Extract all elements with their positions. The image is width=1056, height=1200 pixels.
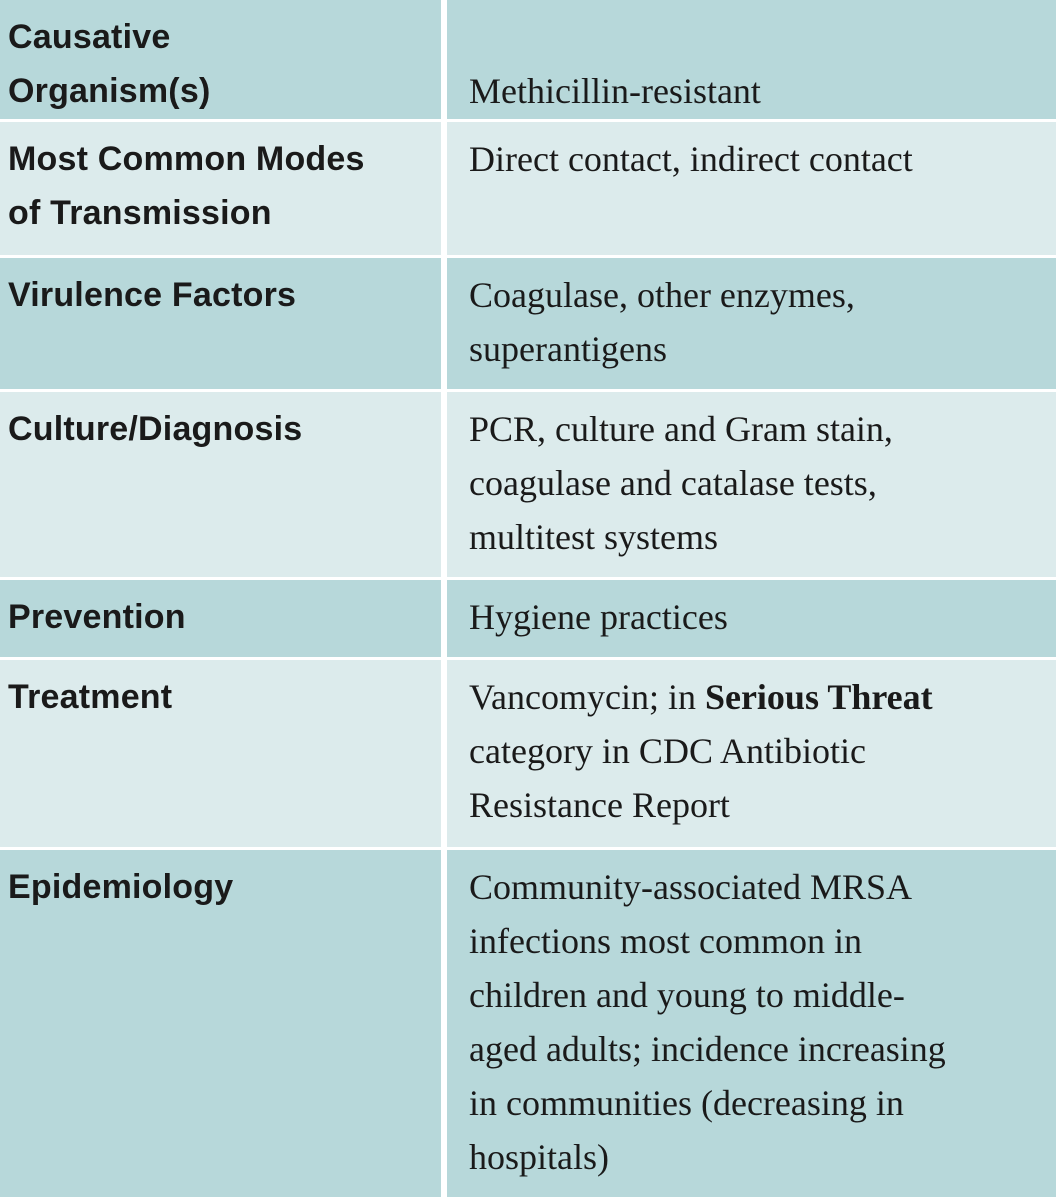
row-value-diagnosis <box>444 392 1056 580</box>
label-text: Virulence Factors <box>8 276 297 314</box>
row-label-transmission <box>0 122 444 258</box>
row-value-transmission <box>444 122 1056 258</box>
row-label-virulence <box>0 258 444 392</box>
row-value-epidemiology <box>444 850 1056 1200</box>
treatment-post: category in CDC Antibiotic Resistance Report <box>469 731 866 825</box>
row-label-treatment <box>0 660 444 850</box>
label-text: Most Common Modes of Transmission <box>8 140 365 232</box>
value-text: PCR, culture and Gram stain, coagulase and catalase tests, multitest systems <box>469 409 893 557</box>
row-value-causative-organism <box>444 0 1056 122</box>
row-value-prevention <box>444 580 1056 660</box>
value-text: Coagulase, other enzymes, superantigens <box>469 275 855 369</box>
row-value-treatment <box>444 660 1056 850</box>
treatment-bold: Serious Threat <box>704 677 933 717</box>
value-text: Hygiene practices <box>469 597 728 637</box>
treatment-pre: Vancomycin; in <box>469 677 705 717</box>
value-text: Community-associated MRSA infections most common in children and young to middle- aged adults; incidence increasing in communities (decreasing in hospitals) <box>469 867 946 1177</box>
label-text: Culture/Diagnosis <box>8 410 303 448</box>
row-label-prevention <box>0 580 444 660</box>
value-text: Direct contact, indirect contact <box>469 139 913 179</box>
row-label-epidemiology <box>0 850 444 1200</box>
label-text: Treatment <box>8 678 173 716</box>
value-text <box>469 670 1036 832</box>
label-text: Prevention <box>8 598 186 636</box>
label-text: Epidemiology <box>8 868 234 906</box>
label-text: Causative Organism(s) <box>8 18 211 110</box>
row-label-causative-organism <box>0 0 444 122</box>
organism-line-1: Methicillin-resistant <box>469 71 761 111</box>
row-value-virulence <box>444 258 1056 392</box>
row-label-diagnosis <box>0 392 444 580</box>
